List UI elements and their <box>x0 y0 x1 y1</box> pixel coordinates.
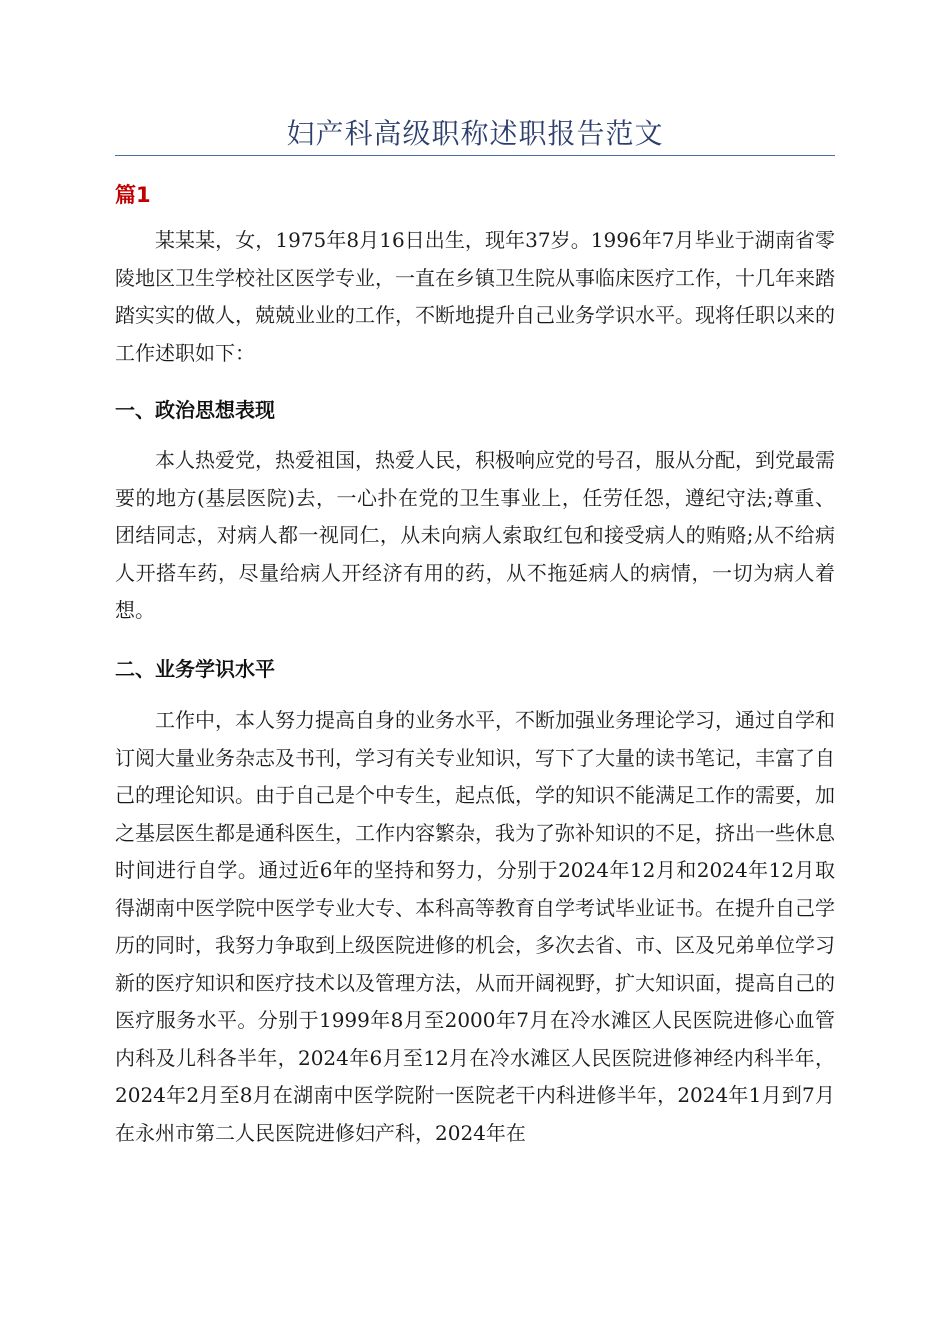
heading-professional-level: 二、业务学识水平 <box>115 657 275 681</box>
intro-paragraph: 某某某，女，1975年8月16日出生，现年37岁。1996年7月毕业于湖南省零陵地区卫生学校社区医学专业，一直在乡镇卫生院从事临床医疗工作，十几年来踏踏实实的做人，兢兢业业的工作，不断地提升自己业务学识水平。现将任职以来的工作述职如下： <box>115 228 835 365</box>
professional-paragraph: 工作中，本人努力提高自身的业务水平，不断加强业务理论学习，通过自学和订阅大量业务杂志及书刊，学习有关专业知识，写下了大量的读书笔记，丰富了自己的理论知识。由于自己是个中专生，起点低，学的知识不能满足工作的需要，加之基层医生都是通科医生，工作内容繁杂，我为了弥补知识的不足，挤出一些休息时间进行自学。通过近6年的坚持和努力，分别于2024年12月和2024年12月取得湖南中医学院中医学专业大专、本科高等教育自学考试毕业证书。在提升自己学历的同时，我努力争取到上级医院进修的机会，多次去省、市、区及兄弟单位学习新的医疗知识和医疗技术以及管理方法，从而开阔视野，扩大知识面，提高自己的医疗服务水平。分别于1999年8月至2000年7月在冷水滩区人民医院进修心血管内科及儿科各半年，2024年6月至12月在冷水滩区人民医院进修神经内科半年，2024年2月至8月在湖南中医学院附一医院老干内科进修半年，2024年1月到7月在永州市第二人民医院进修妇产科，2024年在 <box>115 708 835 1145</box>
section-label: 篇1 <box>115 183 151 207</box>
heading-political-performance: 一、政治思想表现 <box>115 398 275 422</box>
political-paragraph: 本人热爱党，热爱祖国，热爱人民，积极响应党的号召，服从分配，到党最需要的地方(基层医院)去，一心扑在党的卫生事业上，任劳任怨，遵纪守法;尊重、团结同志，对病人都一视同仁，从未向病人索取红包和接受病人的贿赂;从不给病人开搭车药，尽量给病人开经济有用的药，从不拖延病人的病情，一切为病人着想。 <box>115 448 835 622</box>
document-title: 妇产科高级职称述职报告范文 <box>286 117 664 150</box>
title-underline <box>115 155 835 156</box>
